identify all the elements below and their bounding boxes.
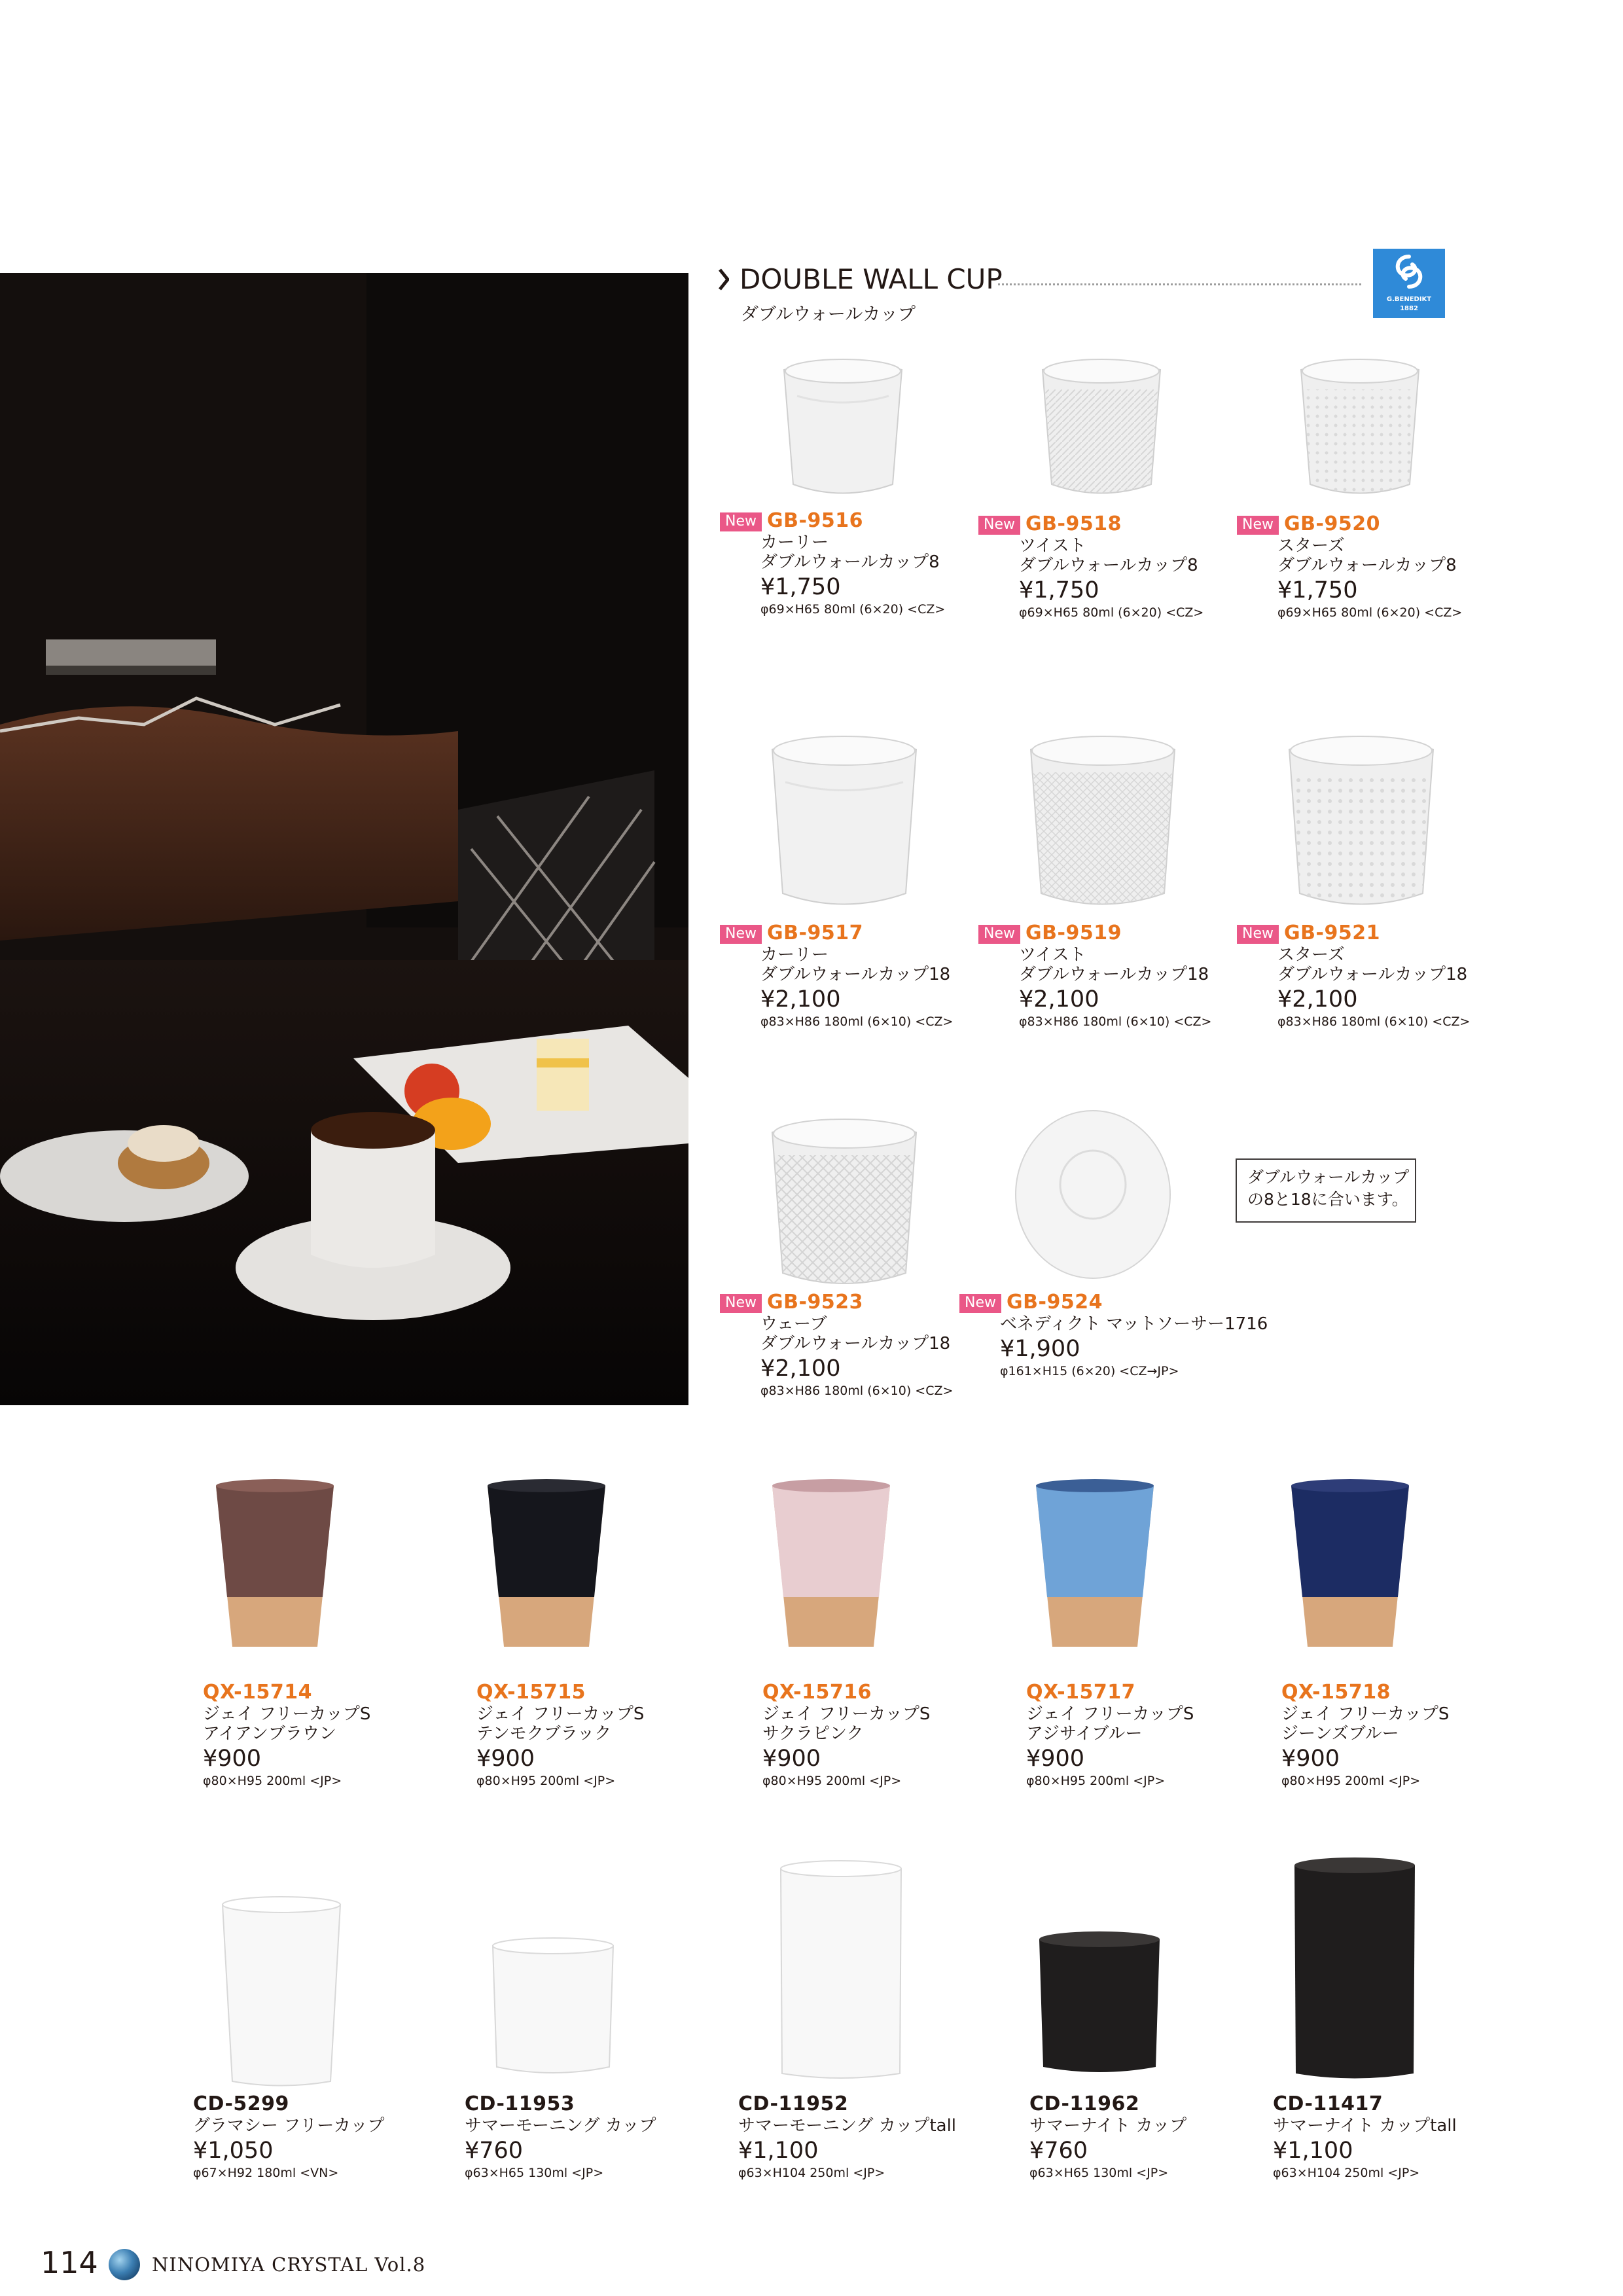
- product-image-qx-15715: [484, 1478, 609, 1655]
- product-image-gb-9521: [1283, 733, 1440, 910]
- page-number: 114: [41, 2245, 98, 2280]
- product-color: テンモクブラック: [476, 1724, 612, 1744]
- product-code: GB-9523: [767, 1291, 863, 1314]
- product-code: GB-9518: [1026, 512, 1122, 535]
- product-name: ツイスト: [1019, 945, 1086, 965]
- product-image-gb-9520: [1294, 357, 1425, 497]
- section-divider: [998, 283, 1361, 285]
- product-image-gb-9516: [777, 357, 908, 497]
- product-price: ¥900: [1026, 1746, 1085, 1772]
- product-name: ジェイ フリーカップS: [476, 1704, 645, 1724]
- product-code: GB-9520: [1284, 512, 1380, 535]
- product-name-line2: ダブルウォールカップ8: [760, 552, 940, 572]
- product-color: サクラピンク: [762, 1724, 864, 1744]
- product-code: CD-5299: [193, 2092, 289, 2115]
- catalog-name: NINOMIYA CRYSTAL Vol.8: [152, 2253, 426, 2276]
- product-cd-5299: [193, 2092, 384, 2181]
- product-image-cd-11962: [1034, 1929, 1165, 2079]
- new-badge: New: [720, 512, 762, 531]
- hero-photo: [0, 273, 688, 1405]
- section-title: DOUBLE WALL CUP: [740, 263, 1003, 295]
- product-gb-9517: [720, 922, 953, 1030]
- product-gb-9520: [1237, 512, 1462, 621]
- product-cd-11952: [738, 2092, 956, 2181]
- product-spec: φ80×H95 200ml <JP>: [203, 1774, 342, 1788]
- product-name: スターズ: [1277, 536, 1345, 556]
- new-badge: New: [720, 1294, 762, 1313]
- product-name: カーリー: [760, 945, 829, 965]
- brand-logo-year: 1882: [1400, 305, 1418, 312]
- product-image-qx-15714: [213, 1478, 337, 1655]
- product-name: ジェイ フリーカップS: [1281, 1704, 1450, 1724]
- product-code: GB-9524: [1007, 1291, 1103, 1314]
- product-name-line2: ダブルウォールカップ18: [1019, 965, 1209, 984]
- product-image-gb-9518: [1036, 357, 1167, 497]
- product-cd-11953: [465, 2092, 656, 2181]
- product-gb-9518: [978, 512, 1204, 621]
- product-gb-9516: [720, 509, 945, 618]
- product-name: サマーナイト カップ: [1029, 2116, 1187, 2136]
- new-badge: New: [978, 925, 1020, 944]
- product-cd-11962: [1029, 2092, 1186, 2181]
- product-code: CD-11417: [1273, 2092, 1383, 2115]
- product-spec: φ80×H95 200ml <JP>: [1281, 1774, 1421, 1788]
- product-spec: φ63×H65 130ml <JP>: [1029, 2166, 1169, 2180]
- note-line-1: ダブルウォールカップ: [1247, 1168, 1410, 1187]
- product-spec: φ83×H86 180ml (6×10) <CZ>: [1019, 1014, 1212, 1029]
- brand-emblem-icon: [1373, 249, 1445, 295]
- product-spec: φ83×H86 180ml (6×10) <CZ>: [760, 1014, 954, 1029]
- product-image-cd-11952: [776, 1859, 906, 2085]
- product-name: ジェイ フリーカップS: [762, 1704, 931, 1724]
- product-price: ¥900: [203, 1746, 262, 1772]
- product-price: ¥1,900: [1000, 1336, 1080, 1362]
- product-image-qx-15716: [769, 1478, 893, 1655]
- product-color: アジサイブルー: [1026, 1724, 1143, 1744]
- product-image-gb-9523: [766, 1116, 923, 1289]
- product-name: ジェイ フリーカップS: [1026, 1704, 1194, 1724]
- product-spec: φ63×H104 250ml <JP>: [738, 2166, 885, 2180]
- product-qx-15717: [1026, 1681, 1194, 1789]
- product-price: ¥2,100: [760, 1355, 841, 1382]
- brand-logo-text: G.BENEDIKT: [1386, 296, 1432, 303]
- product-gb-9523: [720, 1291, 953, 1399]
- product-code: GB-9517: [767, 922, 863, 944]
- product-name-line2: ダブルウォールカップ8: [1019, 556, 1198, 575]
- product-code: GB-9519: [1026, 922, 1122, 944]
- product-price: ¥1,750: [760, 574, 841, 600]
- new-badge: New: [1237, 516, 1279, 535]
- product-name: スターズ: [1277, 945, 1345, 965]
- product-spec: φ83×H86 180ml (6×10) <CZ>: [760, 1384, 954, 1398]
- product-code: QX-15717: [1026, 1681, 1136, 1704]
- new-badge: New: [1237, 925, 1279, 944]
- product-code: QX-15714: [203, 1681, 313, 1704]
- section-arrow-icon: [719, 268, 729, 291]
- product-name: サマーナイト カップtall: [1273, 2116, 1457, 2136]
- product-qx-15715: [476, 1681, 644, 1789]
- new-badge: New: [959, 1294, 1001, 1313]
- product-image-cd-11417: [1289, 1856, 1420, 2085]
- globe-icon: [109, 2249, 140, 2280]
- product-spec: φ83×H86 180ml (6×10) <CZ>: [1277, 1014, 1471, 1029]
- product-price: ¥1,050: [193, 2138, 274, 2164]
- product-color: アイアンブラウン: [203, 1724, 336, 1744]
- product-name-line2: ダブルウォールカップ18: [1277, 965, 1468, 984]
- product-code: QX-15716: [762, 1681, 872, 1704]
- product-price: ¥900: [1281, 1746, 1340, 1772]
- product-cd-11417: [1273, 2092, 1457, 2181]
- compatibility-note: [1236, 1158, 1416, 1223]
- product-code: GB-9521: [1284, 922, 1380, 944]
- product-image-gb-9517: [766, 733, 923, 910]
- product-image-gb-9519: [1024, 733, 1181, 910]
- product-spec: φ63×H104 250ml <JP>: [1273, 2166, 1420, 2180]
- product-price: ¥900: [476, 1746, 535, 1772]
- product-code: CD-11962: [1029, 2092, 1140, 2115]
- product-code: CD-11952: [738, 2092, 849, 2115]
- product-image-qx-15718: [1288, 1478, 1412, 1655]
- product-name: カーリー: [760, 533, 829, 552]
- new-badge: New: [978, 516, 1020, 535]
- product-price: ¥1,750: [1277, 577, 1358, 603]
- product-price: ¥760: [465, 2138, 524, 2164]
- product-image-gb-9524: [1011, 1106, 1175, 1283]
- product-gb-9519: [978, 922, 1211, 1030]
- product-price: ¥760: [1029, 2138, 1088, 2164]
- product-spec: φ69×H65 80ml (6×20) <CZ>: [1019, 605, 1204, 620]
- product-name: ベネディクト マットソーサー1716: [1000, 1314, 1268, 1334]
- product-name-line2: ダブルウォールカップ18: [760, 965, 951, 984]
- brand-logo: [1373, 249, 1445, 318]
- product-qx-15718: [1281, 1681, 1449, 1789]
- product-price: ¥1,100: [1273, 2138, 1353, 2164]
- product-code: QX-15718: [1281, 1681, 1391, 1704]
- product-price: ¥900: [762, 1746, 821, 1772]
- product-spec: φ80×H95 200ml <JP>: [476, 1774, 616, 1788]
- product-name: ジェイ フリーカップS: [203, 1704, 371, 1724]
- product-spec: φ63×H65 130ml <JP>: [465, 2166, 604, 2180]
- product-code: GB-9516: [767, 509, 863, 532]
- product-spec: φ161×H15 (6×20) <CZ→JP>: [1000, 1364, 1179, 1378]
- product-image-cd-5299: [219, 1895, 344, 2091]
- product-name-line2: ダブルウォールカップ18: [760, 1334, 951, 1354]
- product-gb-9524: [959, 1291, 1268, 1380]
- product-name: サマーモーニング カップ: [465, 2116, 656, 2136]
- product-spec: φ69×H65 80ml (6×20) <CZ>: [1277, 605, 1463, 620]
- product-spec: φ80×H95 200ml <JP>: [1026, 1774, 1166, 1788]
- section-subtitle: ダブルウォールカップ: [741, 304, 916, 325]
- product-spec: φ67×H92 180ml <VN>: [193, 2166, 339, 2180]
- note-line-2: の8と18に合います。: [1247, 1190, 1408, 1209]
- product-gb-9521: [1237, 922, 1470, 1030]
- product-qx-15714: [203, 1681, 370, 1789]
- product-name: グラマシー フリーカップ: [193, 2116, 385, 2136]
- product-price: ¥2,100: [1019, 986, 1099, 1013]
- product-code: CD-11953: [465, 2092, 575, 2115]
- product-price: ¥2,100: [1277, 986, 1358, 1013]
- product-spec: φ69×H65 80ml (6×20) <CZ>: [760, 602, 946, 617]
- product-name: ウェーブ: [760, 1314, 827, 1334]
- product-price: ¥2,100: [760, 986, 841, 1013]
- product-image-cd-11953: [488, 1936, 618, 2080]
- product-color: ジーンズブルー: [1281, 1724, 1399, 1744]
- product-image-qx-15717: [1033, 1478, 1157, 1655]
- product-qx-15716: [762, 1681, 930, 1789]
- product-name-line2: ダブルウォールカップ8: [1277, 556, 1457, 575]
- new-badge: New: [720, 925, 762, 944]
- product-price: ¥1,750: [1019, 577, 1099, 603]
- product-code: QX-15715: [476, 1681, 586, 1704]
- product-spec: φ80×H95 200ml <JP>: [762, 1774, 902, 1788]
- product-name: ツイスト: [1019, 536, 1086, 556]
- product-price: ¥1,100: [738, 2138, 819, 2164]
- product-name: サマーモーニング カップtall: [738, 2116, 957, 2136]
